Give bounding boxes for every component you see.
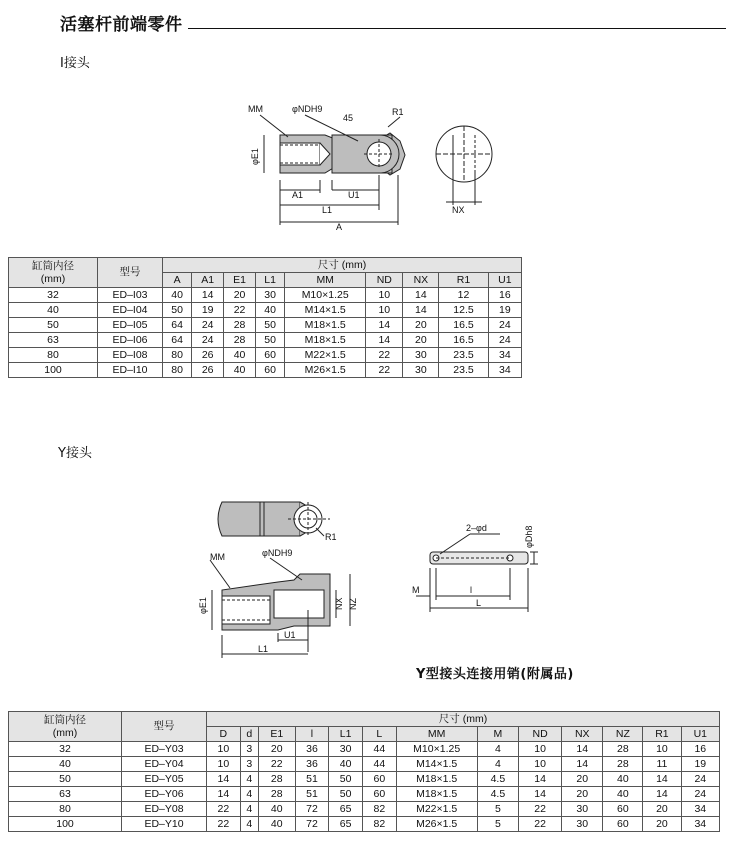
table-cell: M10×1.25	[285, 288, 366, 303]
table-cell: 80	[9, 348, 98, 363]
table-cell: 23.5	[439, 348, 488, 363]
table-cell: 14	[519, 787, 562, 802]
table-cell: 4	[240, 787, 258, 802]
y-label-mm: MM	[210, 552, 225, 562]
table-cell: 82	[362, 817, 396, 832]
table-row	[9, 802, 720, 817]
table-cell: 22	[519, 817, 562, 832]
y-label-e1: φE1	[198, 597, 208, 614]
i-label-l1: L1	[322, 205, 333, 215]
y-col-header: U1	[681, 727, 719, 742]
y-th-bore: 缸筒内径 (mm)	[9, 712, 122, 742]
y-col-header: l	[295, 727, 329, 742]
table-cell: 28	[603, 757, 643, 772]
i-joint-drawing	[240, 95, 510, 230]
table-cell: 24	[488, 333, 521, 348]
i-th-bore: 缸筒内径 (mm)	[9, 258, 98, 288]
table-cell: 24	[681, 787, 719, 802]
table-cell: 60	[603, 802, 643, 817]
table-cell: 28	[258, 772, 295, 787]
table-cell: 50	[9, 772, 122, 787]
y-label-m: M	[412, 585, 420, 595]
table-cell: 10	[366, 303, 403, 318]
table-cell: ED–Y06	[122, 787, 207, 802]
i-label-a: A	[336, 222, 343, 230]
i-label-u1: U1	[348, 190, 360, 200]
table-cell: M18×1.5	[285, 333, 366, 348]
i-col-header: U1	[488, 273, 521, 288]
table-cell: 20	[643, 817, 681, 832]
table-row	[9, 817, 720, 832]
table-cell: M22×1.5	[285, 348, 366, 363]
table-cell: 40	[258, 817, 295, 832]
table-cell: 20	[403, 318, 439, 333]
table-cell: 50	[255, 333, 284, 348]
y-col-header: L1	[329, 727, 363, 742]
table-cell: 22	[207, 802, 241, 817]
y-th-model: 型号	[122, 712, 207, 742]
table-cell: 50	[9, 318, 98, 333]
y-col-header: E1	[258, 727, 295, 742]
table-cell: 19	[681, 757, 719, 772]
table-cell: 64	[163, 318, 192, 333]
table-cell: 24	[192, 333, 224, 348]
table-cell: 34	[488, 363, 521, 378]
table-cell: 34	[681, 802, 719, 817]
table-cell: 16.5	[439, 318, 488, 333]
table-cell: 14	[403, 288, 439, 303]
table-row	[9, 742, 720, 757]
table-cell: 72	[295, 802, 329, 817]
y-label-l-small: l	[470, 585, 472, 595]
table-cell: 4.5	[477, 787, 518, 802]
table-cell: 30	[329, 742, 363, 757]
table-cell: 4	[240, 802, 258, 817]
y-joint-heading: Y接头	[58, 446, 92, 461]
table-cell: 80	[163, 348, 192, 363]
table-cell: 30	[403, 348, 439, 363]
table-cell: 5	[477, 817, 518, 832]
table-cell: 40	[329, 757, 363, 772]
table-cell: M18×1.5	[285, 318, 366, 333]
table-cell: 10	[207, 757, 241, 772]
table-cell: 100	[9, 363, 98, 378]
table-cell: 24	[488, 318, 521, 333]
table-cell: ED–Y04	[122, 757, 207, 772]
table-row	[9, 787, 720, 802]
table-cell: 60	[255, 363, 284, 378]
table-cell: 14	[366, 318, 403, 333]
table-cell: 10	[519, 742, 562, 757]
table-cell: 60	[255, 348, 284, 363]
table-cell: 40	[603, 787, 643, 802]
table-cell: 14	[562, 757, 603, 772]
table-cell: 22	[519, 802, 562, 817]
i-label-mm: MM	[248, 104, 263, 114]
table-cell: 22	[258, 757, 295, 772]
table-cell: M26×1.5	[396, 817, 477, 832]
table-cell: 10	[643, 742, 681, 757]
table-cell: 44	[362, 757, 396, 772]
table-cell: 22	[366, 363, 403, 378]
page-title: 活塞杆前端零件	[60, 15, 183, 35]
table-cell: 36	[295, 757, 329, 772]
table-cell: ED–Y05	[122, 772, 207, 787]
table-cell: ED–I06	[98, 333, 163, 348]
table-cell: 50	[329, 787, 363, 802]
table-cell: 60	[362, 787, 396, 802]
table-cell: ED–Y10	[122, 817, 207, 832]
table-cell: 51	[295, 772, 329, 787]
table-cell: 34	[488, 348, 521, 363]
table-cell: 72	[295, 817, 329, 832]
table-cell: 32	[9, 288, 98, 303]
table-cell: 10	[207, 742, 241, 757]
table-row	[9, 757, 720, 772]
i-col-header: NX	[403, 273, 439, 288]
table-cell: 22	[207, 817, 241, 832]
table-row	[9, 772, 720, 787]
i-col-header: L1	[255, 273, 284, 288]
y-label-nx: NX	[334, 597, 344, 610]
y-label-r1: R1	[325, 532, 337, 542]
table-cell: 26	[192, 348, 224, 363]
table-cell: ED–I04	[98, 303, 163, 318]
table-cell: 24	[192, 318, 224, 333]
i-label-e1: φE1	[250, 148, 260, 165]
table-cell: 44	[362, 742, 396, 757]
table-cell: ED–Y08	[122, 802, 207, 817]
table-cell: 40	[9, 757, 122, 772]
table-cell: 51	[295, 787, 329, 802]
table-cell: 14	[562, 742, 603, 757]
table-cell: 5	[477, 802, 518, 817]
i-joint-heading: I接头	[60, 56, 90, 71]
table-cell: 4.5	[477, 772, 518, 787]
table-cell: 65	[329, 817, 363, 832]
table-cell: 34	[681, 817, 719, 832]
table-cell: ED–I10	[98, 363, 163, 378]
y-label-nd: φNDH9	[262, 548, 293, 558]
table-cell: 40	[258, 802, 295, 817]
i-label-angle: 45	[343, 113, 354, 123]
table-cell: 16	[488, 288, 521, 303]
table-cell: 14	[519, 772, 562, 787]
table-cell: 36	[295, 742, 329, 757]
table-cell: M26×1.5	[285, 363, 366, 378]
table-cell: 50	[329, 772, 363, 787]
table-cell: 40	[224, 348, 256, 363]
table-cell: 63	[9, 787, 122, 802]
table-cell: M18×1.5	[396, 772, 477, 787]
i-col-header: ND	[366, 273, 403, 288]
table-cell: 20	[224, 288, 256, 303]
table-cell: 3	[240, 757, 258, 772]
table-cell: 40	[9, 303, 98, 318]
table-cell: 40	[255, 303, 284, 318]
table-cell: 4	[240, 772, 258, 787]
table-cell: 50	[255, 318, 284, 333]
table-cell: 30	[403, 363, 439, 378]
table-cell: 28	[224, 318, 256, 333]
table-cell: ED–I05	[98, 318, 163, 333]
table-cell: 50	[163, 303, 192, 318]
y-col-header: d	[240, 727, 258, 742]
table-cell: 14	[207, 772, 241, 787]
table-cell: 14	[192, 288, 224, 303]
y-label-u1: U1	[284, 630, 296, 640]
table-cell: 28	[603, 742, 643, 757]
i-th-dims: 尺寸 (mm)	[163, 258, 522, 273]
table-cell: 82	[362, 802, 396, 817]
table-row	[9, 303, 522, 318]
table-cell: 4	[240, 817, 258, 832]
y-label-d2: 2–φd	[466, 523, 487, 533]
i-col-header: A1	[192, 273, 224, 288]
table-cell: 4	[477, 742, 518, 757]
table-cell: 10	[366, 288, 403, 303]
table-cell: 28	[224, 333, 256, 348]
table-cell: 60	[603, 817, 643, 832]
table-cell: 20	[258, 742, 295, 757]
y-label-l1: L1	[258, 644, 269, 654]
table-cell: 11	[643, 757, 681, 772]
table-cell: M14×1.5	[396, 757, 477, 772]
y-pin-drawing	[410, 520, 545, 615]
table-cell: 14	[207, 787, 241, 802]
y-col-header: NX	[562, 727, 603, 742]
table-cell: 12.5	[439, 303, 488, 318]
y-pin-caption: Y型接头连接用销(附属品)	[416, 667, 574, 682]
table-cell: 12	[439, 288, 488, 303]
table-cell: M22×1.5	[396, 802, 477, 817]
i-col-header: E1	[224, 273, 256, 288]
y-col-header: MM	[396, 727, 477, 742]
table-cell: 20	[403, 333, 439, 348]
i-label-r1: R1	[392, 107, 404, 117]
y-joint-table	[8, 711, 720, 832]
table-cell: 20	[562, 787, 603, 802]
title-rule	[188, 28, 726, 29]
table-cell: 40	[224, 363, 256, 378]
table-row	[9, 318, 522, 333]
table-cell: 4	[477, 757, 518, 772]
table-row	[9, 348, 522, 363]
table-cell: M10×1.25	[396, 742, 477, 757]
table-cell: 14	[643, 772, 681, 787]
table-cell: 30	[562, 817, 603, 832]
table-cell: 10	[519, 757, 562, 772]
table-cell: 19	[488, 303, 521, 318]
table-cell: 23.5	[439, 363, 488, 378]
table-cell: 3	[240, 742, 258, 757]
table-row	[9, 333, 522, 348]
table-cell: 14	[403, 303, 439, 318]
i-label-nd: φNDH9	[292, 104, 323, 114]
table-cell: M18×1.5	[396, 787, 477, 802]
y-label-l: L	[476, 598, 482, 608]
i-label-nx: NX	[452, 205, 465, 215]
table-cell: 20	[643, 802, 681, 817]
table-row	[9, 363, 522, 378]
y-label-nz: NZ	[348, 598, 358, 610]
table-cell: 14	[643, 787, 681, 802]
y-label-dh8: φDh8	[524, 525, 534, 548]
table-cell: 65	[329, 802, 363, 817]
table-cell: 14	[366, 333, 403, 348]
y-col-header: D	[207, 727, 241, 742]
i-col-header: A	[163, 273, 192, 288]
i-label-a1: A1	[292, 190, 304, 200]
table-cell: ED–I08	[98, 348, 163, 363]
table-cell: 16	[681, 742, 719, 757]
table-cell: 16.5	[439, 333, 488, 348]
i-col-header: R1	[439, 273, 488, 288]
table-cell: 28	[258, 787, 295, 802]
table-cell: 22	[224, 303, 256, 318]
table-cell: 22	[366, 348, 403, 363]
i-joint-table	[8, 257, 522, 378]
y-joint-drawing	[190, 490, 370, 660]
table-cell: 40	[163, 288, 192, 303]
table-cell: ED–I03	[98, 288, 163, 303]
table-cell: 30	[255, 288, 284, 303]
table-cell: 64	[163, 333, 192, 348]
y-col-header: ND	[519, 727, 562, 742]
i-th-model: 型号	[98, 258, 163, 288]
table-cell: 80	[163, 363, 192, 378]
i-col-header: MM	[285, 273, 366, 288]
table-cell: 20	[562, 772, 603, 787]
y-col-header: R1	[643, 727, 681, 742]
y-col-header: NZ	[603, 727, 643, 742]
table-cell: 100	[9, 817, 122, 832]
table-row	[9, 288, 522, 303]
y-col-header: M	[477, 727, 518, 742]
table-cell: 63	[9, 333, 98, 348]
table-cell: 80	[9, 802, 122, 817]
table-cell: ED–Y03	[122, 742, 207, 757]
table-cell: 24	[681, 772, 719, 787]
table-cell: 26	[192, 363, 224, 378]
table-cell: 30	[562, 802, 603, 817]
table-cell: 19	[192, 303, 224, 318]
table-cell: 32	[9, 742, 122, 757]
y-col-header: L	[362, 727, 396, 742]
y-th-dims: 尺寸 (mm)	[207, 712, 720, 727]
table-cell: 40	[603, 772, 643, 787]
table-cell: M14×1.5	[285, 303, 366, 318]
table-cell: 60	[362, 772, 396, 787]
